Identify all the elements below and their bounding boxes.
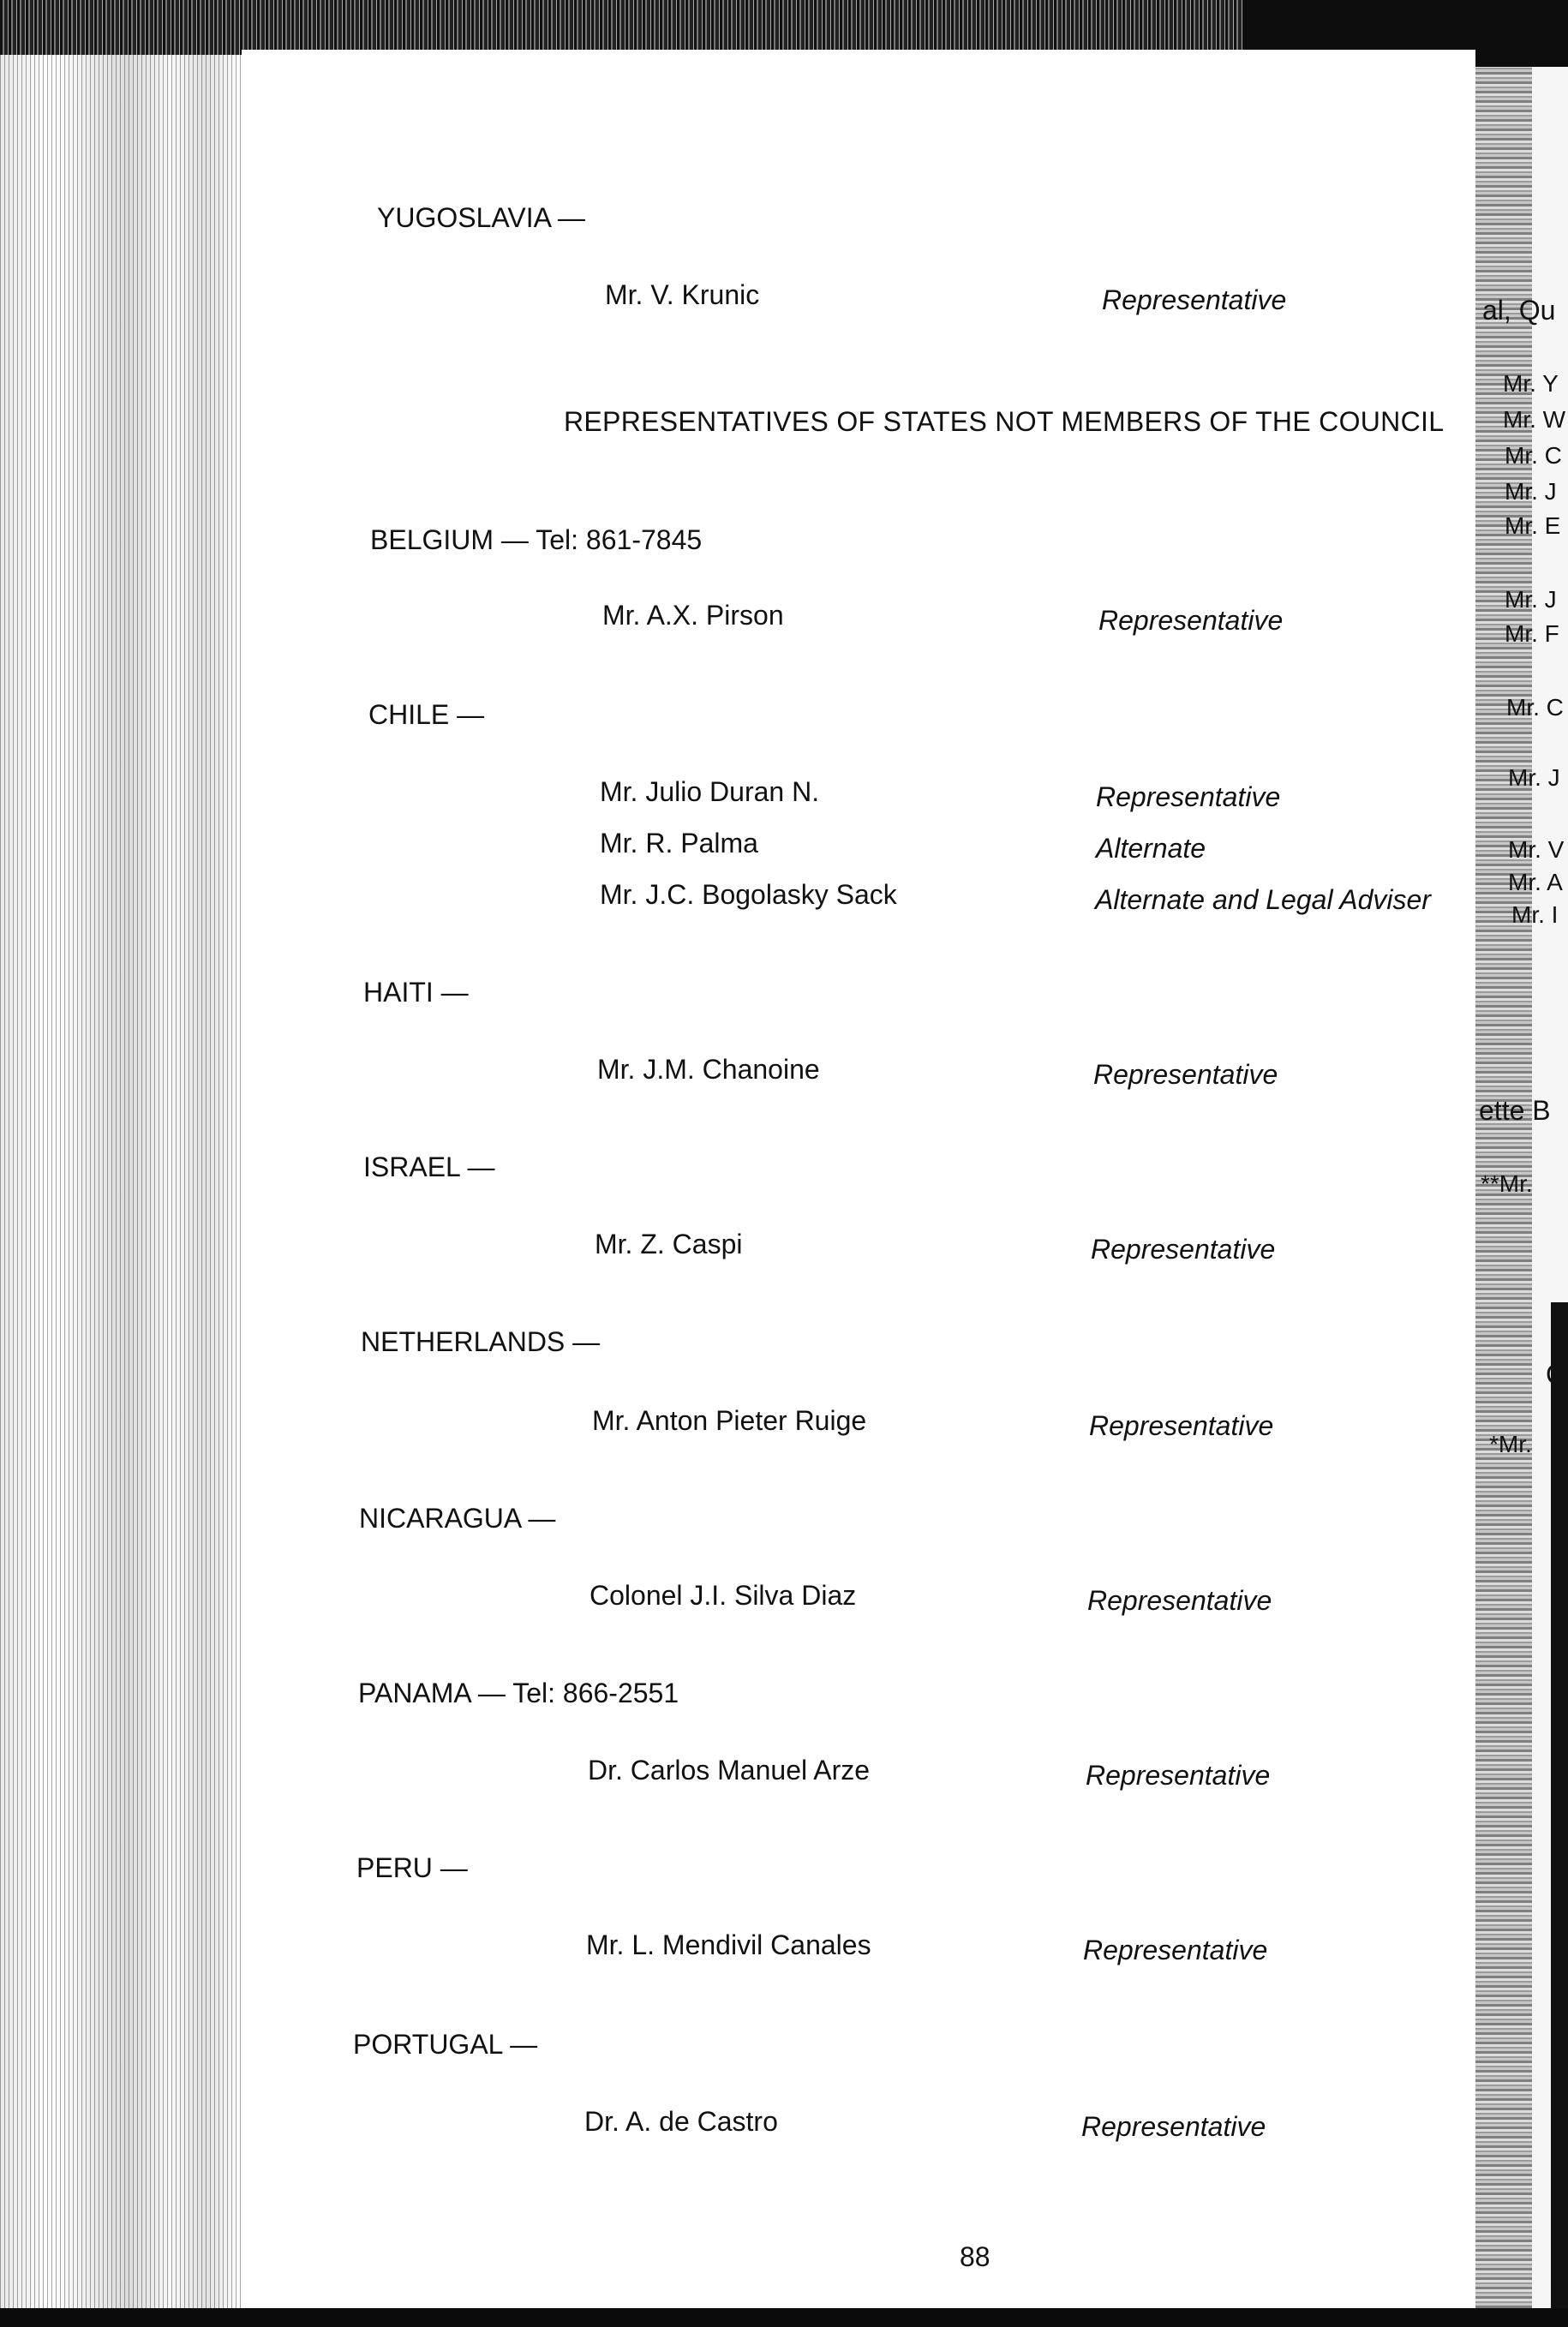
member-name: Mr. R. Palma [600, 828, 758, 858]
member-role: Representative [1083, 1935, 1268, 1965]
country-label: NETHERLANDS — [361, 1326, 601, 1357]
adjacent-page-fragment: **Mr. [1481, 1170, 1533, 1197]
member-name: Mr. L. Mendivil Canales [586, 1929, 871, 1960]
adjacent-page-fragment: Mr. J [1505, 586, 1557, 613]
country-label: NICARAGUA — [359, 1503, 556, 1534]
member-role: Representative [1091, 1234, 1276, 1265]
book-binding-edge [0, 55, 242, 2327]
adjacent-page-fragment: Mr. I [1511, 901, 1559, 928]
member-name: Colonel J.I. Silva Diaz [589, 1580, 857, 1611]
member-role: Representative [1093, 1059, 1278, 1090]
page-number: 88 [960, 2241, 990, 2272]
adjacent-page-fragment: Mr. F [1505, 620, 1559, 647]
scan-top-edge [0, 0, 1242, 55]
member-role: Representative [1086, 1760, 1271, 1791]
member-name: Dr. Carlos Manuel Arze [588, 1755, 871, 1786]
scan-bottom-edge [0, 2308, 1568, 2327]
member-name: Mr. Anton Pieter Ruige [592, 1405, 867, 1436]
scan-right-shadow [1551, 1302, 1568, 2313]
adjacent-page-fragment: Mr. A [1508, 869, 1563, 895]
member-role: Alternate and Legal Adviser [1095, 884, 1431, 915]
member-name: Mr. Z. Caspi [595, 1229, 743, 1259]
member-name: Mr. J.C. Bogolasky Sack [600, 879, 897, 910]
country-label: PERU — [356, 1852, 468, 1883]
member-name: Mr. A.X. Pirson [602, 600, 784, 631]
country-label: ISRAEL — [363, 1152, 495, 1182]
member-role: Representative [1102, 284, 1287, 315]
member-role: Representative [1098, 605, 1284, 636]
member-role: Representative [1087, 1585, 1272, 1616]
section-heading: REPRESENTATIVES OF STATES NOT MEMBERS OF THE COUNCIL [564, 406, 1445, 437]
adjacent-page-fragment: C [1546, 1359, 1566, 1390]
adjacent-page-fragment: Mr. V [1508, 836, 1565, 863]
country-label: PANAMA — Tel: 866-2551 [358, 1678, 679, 1708]
member-role: Representative [1096, 781, 1281, 812]
adjacent-page-fragment: al, Qu [1482, 295, 1556, 326]
country-label: BELGIUM — Tel: 861-7845 [370, 524, 703, 555]
country-label: CHILE — [368, 699, 485, 730]
adjacent-page-fragment: Mr. C [1506, 694, 1564, 721]
member-name: Mr. J.M. Chanoine [597, 1054, 820, 1085]
member-name: Mr. V. Krunic [605, 279, 760, 310]
adjacent-page-fragment: Mr. Y [1503, 370, 1559, 397]
adjacent-page-fragment: Mr. J [1505, 478, 1557, 505]
adjacent-page-fragment: Mr. E [1505, 512, 1561, 539]
member-name: Dr. A. de Castro [584, 2106, 778, 2137]
member-name: Mr. Julio Duran N. [600, 776, 820, 807]
adjacent-page-fragment: Mr. J [1508, 764, 1560, 791]
country-label: HAITI — [363, 977, 469, 1008]
member-role: Representative [1089, 1410, 1274, 1441]
member-role: Representative [1081, 2111, 1266, 2142]
adjacent-page-fragment: ette B [1479, 1095, 1551, 1126]
adjacent-page-fragment: Mr. W [1503, 406, 1566, 433]
adjacent-page-fragment: Mr. C [1505, 442, 1562, 469]
country-label: YUGOSLAVIA — [377, 202, 586, 233]
member-role: Alternate [1096, 833, 1206, 864]
adjacent-page-fragment: *Mr. [1489, 1431, 1532, 1457]
country-label: PORTUGAL — [353, 2029, 538, 2060]
